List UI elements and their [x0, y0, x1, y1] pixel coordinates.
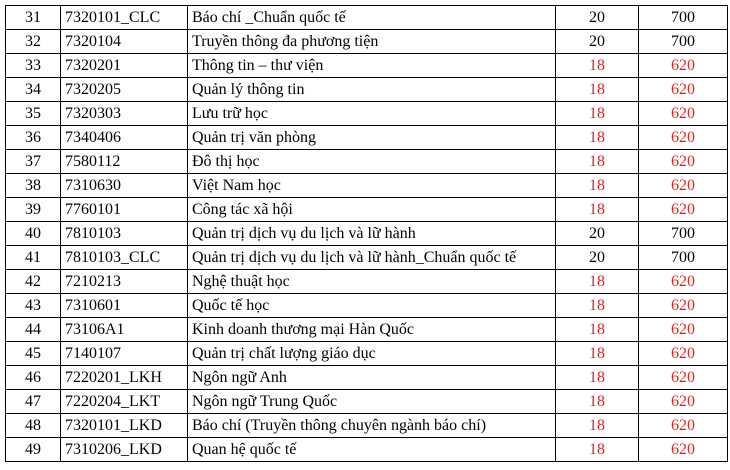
program-code-cell: 7320201 [61, 54, 188, 78]
table-row [6, 318, 728, 342]
score-cell: 18 [556, 390, 639, 414]
score-cell: 18 [556, 126, 639, 150]
table-row [6, 390, 728, 414]
program-name-cell: Quốc tế học [188, 294, 556, 318]
quota-cell: 700 [639, 30, 728, 54]
program-code-cell: 7320205 [61, 78, 188, 102]
program-code-cell: 7810103 [61, 222, 188, 246]
quota-cell: 620 [639, 174, 728, 198]
row-number-cell: 31 [6, 6, 61, 30]
row-number-cell: 41 [6, 246, 61, 270]
score-cell: 18 [556, 174, 639, 198]
quota-cell: 620 [639, 342, 728, 366]
table-row [6, 270, 728, 294]
table-row [6, 438, 728, 462]
score-cell: 18 [556, 294, 639, 318]
program-code-cell: 7310630 [61, 174, 188, 198]
row-number-cell: 32 [6, 30, 61, 54]
quota-cell: 620 [639, 318, 728, 342]
table-row [6, 342, 728, 366]
quota-cell: 620 [639, 414, 728, 438]
row-number-cell: 40 [6, 222, 61, 246]
admissions-table [5, 5, 728, 462]
program-code-cell: 7310206_LKD [61, 438, 188, 462]
score-cell: 20 [556, 222, 639, 246]
program-name-cell: Báo chí _Chuẩn quốc tế [188, 6, 556, 30]
score-cell: 18 [556, 198, 639, 222]
quota-cell: 620 [639, 198, 728, 222]
program-code-cell: 73106A1 [61, 318, 188, 342]
program-code-cell: 7210213 [61, 270, 188, 294]
program-name-cell: Quản lý thông tin [188, 78, 556, 102]
quota-cell: 620 [639, 390, 728, 414]
score-cell: 20 [556, 30, 639, 54]
table-row [6, 222, 728, 246]
program-code-cell: 7320303 [61, 102, 188, 126]
quota-cell: 620 [639, 54, 728, 78]
program-name-cell: Đô thị học [188, 150, 556, 174]
table-row [6, 102, 728, 126]
row-number-cell: 46 [6, 366, 61, 390]
program-code-cell: 7310601 [61, 294, 188, 318]
score-cell: 18 [556, 366, 639, 390]
quota-cell: 700 [639, 222, 728, 246]
table-row [6, 78, 728, 102]
row-number-cell: 33 [6, 54, 61, 78]
quota-cell: 620 [639, 294, 728, 318]
row-number-cell: 36 [6, 126, 61, 150]
row-number-cell: 43 [6, 294, 61, 318]
row-number-cell: 45 [6, 342, 61, 366]
program-name-cell: Quan hệ quốc tế [188, 438, 556, 462]
score-cell: 18 [556, 270, 639, 294]
program-name-cell: Ngôn ngữ Anh [188, 366, 556, 390]
program-code-cell: 7220204_LKT [61, 390, 188, 414]
quota-cell: 620 [639, 438, 728, 462]
quota-cell: 700 [639, 6, 728, 30]
table-row [6, 246, 728, 270]
table-row [6, 366, 728, 390]
row-number-cell: 48 [6, 414, 61, 438]
score-cell: 18 [556, 150, 639, 174]
table-row [6, 174, 728, 198]
quota-cell: 620 [639, 270, 728, 294]
program-name-cell: Truyền thông đa phương tiện [188, 30, 556, 54]
program-name-cell: Quản trị chất lượng giáo dục [188, 342, 556, 366]
table-row [6, 30, 728, 54]
row-number-cell: 44 [6, 318, 61, 342]
score-cell: 20 [556, 246, 639, 270]
row-number-cell: 34 [6, 78, 61, 102]
program-name-cell: Quản trị dịch vụ du lịch và lữ hành_Chuẩn quốc tế [188, 246, 556, 270]
program-code-cell: 7580112 [61, 150, 188, 174]
table-row [6, 6, 728, 30]
row-number-cell: 49 [6, 438, 61, 462]
table-row [6, 126, 728, 150]
quota-cell: 620 [639, 126, 728, 150]
score-cell: 18 [556, 342, 639, 366]
table-row [6, 150, 728, 174]
program-code-cell: 7320101_LKD [61, 414, 188, 438]
table-row [6, 294, 728, 318]
row-number-cell: 35 [6, 102, 61, 126]
score-cell: 18 [556, 318, 639, 342]
table-row [6, 414, 728, 438]
row-number-cell: 39 [6, 198, 61, 222]
score-cell: 18 [556, 414, 639, 438]
score-cell: 18 [556, 54, 639, 78]
program-code-cell: 7320104 [61, 30, 188, 54]
program-code-cell: 7220201_LKH [61, 366, 188, 390]
score-cell: 18 [556, 78, 639, 102]
program-code-cell: 7320101_CLC [61, 6, 188, 30]
score-cell: 18 [556, 102, 639, 126]
table-row [6, 198, 728, 222]
row-number-cell: 38 [6, 174, 61, 198]
quota-cell: 620 [639, 78, 728, 102]
program-name-cell: Công tác xã hội [188, 198, 556, 222]
program-code-cell: 7140107 [61, 342, 188, 366]
program-name-cell: Lưu trữ học [188, 102, 556, 126]
program-name-cell: Báo chí (Truyền thông chuyên ngành báo chí) [188, 414, 556, 438]
quota-cell: 620 [639, 102, 728, 126]
program-name-cell: Thông tin – thư viện [188, 54, 556, 78]
score-cell: 18 [556, 438, 639, 462]
program-name-cell: Quản trị văn phòng [188, 126, 556, 150]
row-number-cell: 47 [6, 390, 61, 414]
program-code-cell: 7340406 [61, 126, 188, 150]
score-cell: 20 [556, 6, 639, 30]
quota-cell: 620 [639, 366, 728, 390]
program-name-cell: Quản trị dịch vụ du lịch và lữ hành [188, 222, 556, 246]
program-code-cell: 7810103_CLC [61, 246, 188, 270]
program-name-cell: Ngôn ngữ Trung Quốc [188, 390, 556, 414]
quota-cell: 700 [639, 246, 728, 270]
program-name-cell: Nghệ thuật học [188, 270, 556, 294]
table-body [6, 6, 728, 462]
program-name-cell: Việt Nam học [188, 174, 556, 198]
program-name-cell: Kinh doanh thương mại Hàn Quốc [188, 318, 556, 342]
quota-cell: 620 [639, 150, 728, 174]
row-number-cell: 42 [6, 270, 61, 294]
program-code-cell: 7760101 [61, 198, 188, 222]
table-row [6, 54, 728, 78]
row-number-cell: 37 [6, 150, 61, 174]
